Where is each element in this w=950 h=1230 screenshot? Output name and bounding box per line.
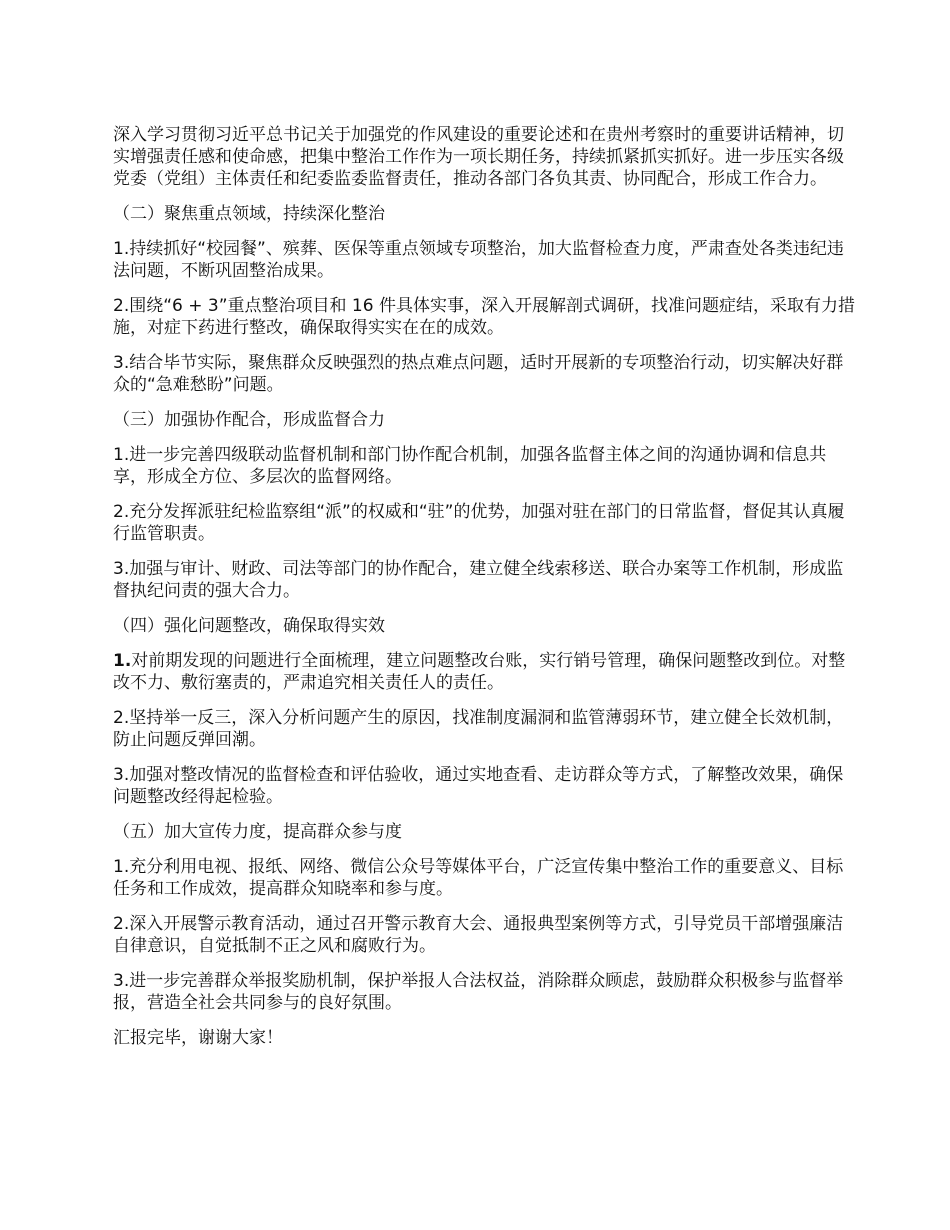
closing-line: 汇报完毕，谢谢大家！ [113, 1028, 283, 1048]
section-heading-4: （四）强化问题整改，确保取得实效 [113, 616, 385, 636]
list-item: 3.加强对整改情况的监督检查和评估验收，通过实地查看、走访群众等方式，了解整改效果，确保问题整改经得起检验。 [113, 765, 844, 807]
list-item-number: 1. [113, 651, 132, 671]
section-heading-5: （五）加大宣传力度，提高群众参与度 [113, 822, 402, 842]
list-item: 1.充分利用电视、报纸、网络、微信公众号等媒体平台，广泛宣传集中整治工作的重要意义、目标任务和工作成效，提高群众知晓率和参与度。 [113, 857, 844, 899]
list-item: 2.坚持举一反三，深入分析问题产生的原因，找准制度漏洞和监管薄弱环节，建立健全长效机制，防止问题反弹回潮。 [113, 708, 844, 750]
list-item: 3.加强与审计、财政、司法等部门的协作配合，建立健全线索移送、联合办案等工作机制，形成监督执纪问责的强大合力。 [113, 559, 844, 601]
list-item: 3.进一步完善群众举报奖励机制，保护举报人合法权益，消除群众顾虑，鼓励群众积极参与监督举报，营造全社会共同参与的良好氛围。 [113, 971, 844, 1013]
section-heading-2: （二）聚焦重点领域，持续深化整治 [113, 204, 385, 224]
section-heading-3: （三）加强协作配合，形成监督合力 [113, 410, 385, 430]
list-item: 2.围绕“6 + 3”重点整治项目和 16 件具体实事，深入开展解剖式调研，找准问题症结，采取有力措施，对症下药进行整改，确保取得实实在在的成效。 [113, 296, 855, 338]
list-item-text: 对前期发现的问题进行全面梳理，建立问题整改台账，实行销号管理，确保问题整改到位。对整改不力、敷衍塞责的，严肃追究相关责任人的责任。 [113, 651, 846, 693]
list-item: 2.充分发挥派驻纪检监察组“派”的权威和“驻”的优势，加强对驻在部门的日常监督，督促其认真履行监管职责。 [113, 502, 845, 544]
intro-paragraph: 深入学习贯彻习近平总书记关于加强党的作风建设的重要论述和在贵州考察时的重要讲话精神，切实增强责任感和使命感，把集中整治工作作为一项长期任务，持续抓紧抓实抓好。进一步压实各级党委（党组）主体责任和纪委监委监督责任，推动各部门各负其责、协同配合，形成工作合力。 [113, 125, 844, 189]
list-item [113, 650, 858, 694]
list-item: 1.进一步完善四级联动监督机制和部门协作配合机制，加强各监督主体之间的沟通协调和信息共享，形成全方位、多层次的监督网络。 [113, 445, 827, 487]
list-item: 1.持续抓好“校园餐”、殡葬、医保等重点领域专项整治，加大监督检查力度，严肃查处各类违纪违法问题，不断巩固整治成果。 [113, 239, 844, 281]
list-item: 2.深入开展警示教育活动，通过召开警示教育大会、通报典型案例等方式，引导党员干部增强廉洁自律意识，自觉抵制不正之风和腐败行为。 [113, 914, 844, 956]
list-item: 3.结合毕节实际，聚焦群众反映强烈的热点难点问题，适时开展新的专项整治行动，切实解决好群众的“急难愁盼”问题。 [113, 353, 844, 395]
